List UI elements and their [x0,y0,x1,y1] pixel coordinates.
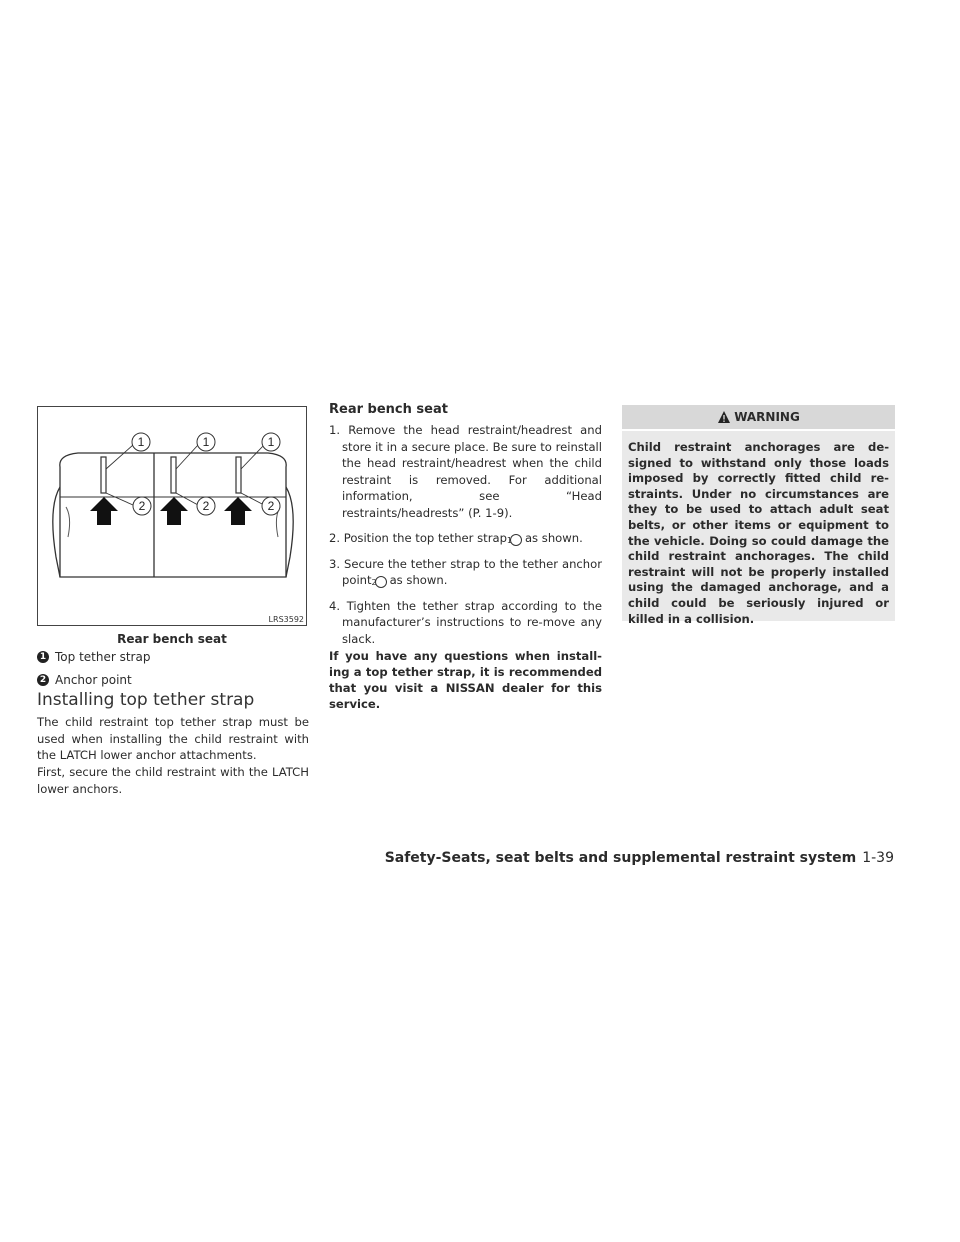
callout-1-icon: 1 [37,651,49,663]
warning-icon [717,410,731,424]
callout-2-icon: 2 [37,674,49,686]
paragraph: First, secure the child restraint with the LATCH lower anchors. [37,765,309,796]
section-heading: Installing top tether strap [37,690,255,710]
legend-item [37,673,132,687]
legend-item [37,650,150,664]
rear-bench-seat-figure [37,406,307,626]
arrow-icon [90,497,252,525]
page-number: 1-39 [862,850,894,866]
footer-title: Safety-Seats, seat belts and supplemental restraint system [384,850,857,866]
warning-header [622,405,895,429]
svg-text:1: 1 [202,435,210,449]
paragraph: The child restraint top tether strap must be used when installing the child restraint with the LATCH lower anchor attachments. [37,715,309,762]
page-footer [385,850,894,866]
legend-label: Anchor point [55,673,132,687]
svg-text:2: 2 [202,499,210,513]
warning-body: Child restraint anchorages are de-signed to withstand only those loads imposed by correctly fitted child re-straints. Under no circumstances are they to be used to attach adult seat belts, or other items or equipment to the vehicle. Doing so could damage the child restraint anchorages. The child restraint will not be properly installed using the damaged anchorage, and a child could be seriously injured or killed in a collision. [622,431,895,621]
steps-list [329,422,602,656]
seat-illustration [38,407,306,625]
dealer-note: If you have any questions when install-ing a top tether strap, it is recommended that you visit a NISSAN dealer for this service. [329,649,602,711]
callout-1-icon: 1 [510,534,522,546]
svg-text:1: 1 [137,435,145,449]
svg-text:2: 2 [267,499,275,513]
step-1: 1. Remove the head restraint/headrest and store it in a secure place. Be sure to reinstall the head restraint/headrest when the child restraint is removed. For additional information, see “Head restraints/headrests” (P. 1-9). [329,423,602,520]
svg-text:2: 2 [138,499,146,513]
step-2: 2. Position the top tether strap1 as shown. [329,531,583,545]
step-4: 4. Tighten the tether strap according to the manufacturer’s instructions to re-move any slack. [329,598,602,646]
subsection-heading: Rear bench seat [329,402,448,417]
callout-anchor-point [133,497,280,515]
warning-title: WARNING [734,410,800,424]
callout-2-icon: 2 [375,576,387,588]
callout-top-tether [132,433,280,451]
figure-caption: Rear bench seat [117,632,227,646]
figure-code: LRS3592 [268,615,304,624]
svg-text:1: 1 [267,435,275,449]
step-3: 3. Secure the tether strap to the tether anchor point2 as shown. [329,556,602,587]
legend-label: Top tether strap [55,650,151,664]
